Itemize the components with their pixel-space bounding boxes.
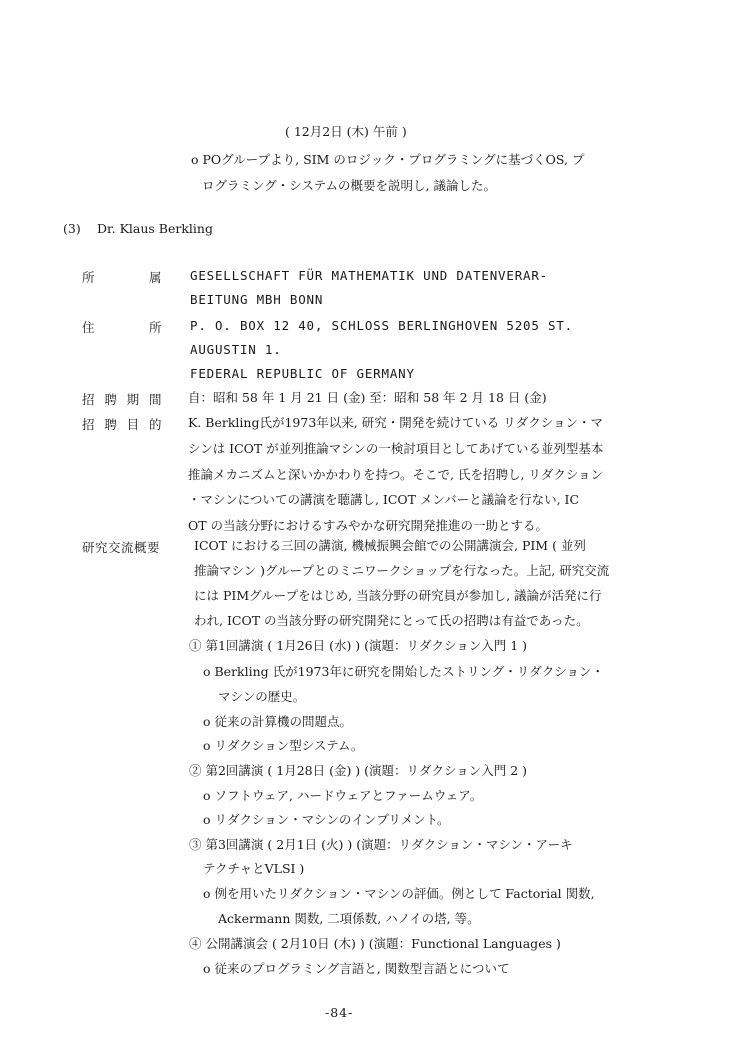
lecture-bullet-cont: マシンの歴史。	[218, 689, 306, 704]
session-date: ( 12月2日 (木) 午前 )	[285, 124, 407, 139]
summary-line: 推論マシン )グループとのミニワークショップを行なった。上記, 研究交流	[194, 563, 610, 578]
lecture-bullet: o 従来の計算機の問題点。	[203, 714, 352, 729]
affiliation-line: GESELLSCHAFT FÜR MATHEMATIK UND DATENVERAR-	[190, 268, 549, 283]
summary-line: ICOT における三回の講演, 機械振興会館での公開講演会, PIM ( 並列	[194, 538, 586, 553]
address-line: AUGUSTIN 1.	[190, 342, 282, 357]
lecture-item: ② 第2回講演 ( 1月28日 (金) ) (演題：リダクション入門 2 )	[189, 763, 528, 778]
label-invitation-period: 招 聘 期 間	[82, 392, 162, 407]
lecture-bullet: o 従来のプログラミング言語と, 関数型言語とについて	[203, 961, 510, 976]
affiliation-line: BEITUNG MBH BONN	[190, 292, 324, 307]
lecture-bullet: o 例を用いたリダクション・マシンの評価。例として Factorial 関数,	[203, 886, 595, 901]
lecture-bullet: o リダクション・マシンのインプリメント。	[203, 812, 450, 827]
label-affiliation: 所 属	[82, 270, 162, 285]
purpose-line: 推論メカニズムと深いかかわりを持つ。そこで, 氏を招聘し, リダクション	[188, 467, 604, 482]
label-exchange-summary: 研究交流概要	[82, 540, 161, 555]
purpose-line: ・マシンについての講演を聴講し, ICOT メンバーと議論を行ない, IC	[188, 492, 580, 507]
purpose-line: シンは ICOT が並列推論マシンの一検討項目としてあげている並列型基本	[188, 441, 604, 456]
lecture-item: ③ 第3回講演 ( 2月1日 (火) ) (演題：リダクション・マシン・アーキ	[189, 837, 573, 852]
page-number: -84-	[325, 1005, 354, 1020]
lecture-item-cont: テクチャとVLSI )	[203, 861, 305, 876]
session-desc-line: o POグループより, SIM のロジック・プログラミングに基づくOS, プ	[191, 152, 585, 167]
address-line: P. O. BOX 12 40, SCHLOSS BERLINGHOVEN 5205 ST.	[190, 318, 573, 333]
lecture-bullet-cont: Ackermann 関数, 二項係数, ハノイの塔, 等。	[218, 911, 480, 926]
lecture-item: ① 第1回講演 ( 1月26日 (水) ) (演題：リダクション入門 1 )	[189, 638, 528, 653]
label-invitation-purpose: 招 聘 目 的	[82, 417, 162, 432]
section-heading: Dr. Klaus Berkling	[97, 221, 213, 236]
lecture-bullet: o リダクション型システム。	[203, 738, 364, 753]
summary-line: には PIMグループをはじめ, 当該分野の研究員が参加し, 議論が活発に行	[194, 588, 602, 603]
invitation-period: 自：昭和 58 年 1 月 21 日 (金) 至：昭和 58 年 2 月 18 日 (金)	[188, 390, 547, 405]
purpose-line: K. Berkling氏が1973年以来, 研究・開発を続けている リダクション・マ	[188, 415, 603, 430]
session-desc-line: ログラミング・システムの概要を説明し, 議論した。	[202, 178, 496, 193]
purpose-line: OT の当該分野におけるすみやかな研究開発推進の一助とする。	[188, 518, 549, 533]
summary-line: われ, ICOT の当該分野の研究開発にとって氏の招聘は有益であった。	[194, 613, 589, 628]
label-address: 住 所	[82, 320, 162, 335]
lecture-bullet: o Berkling 氏が1973年に研究を開始したストリング・リダクション・	[203, 664, 604, 679]
lecture-bullet: o ソフトウェア, ハードウェアとファームウェア。	[203, 788, 483, 803]
lecture-item: ④ 公開講演会 ( 2月10日 (木) ) (演題：Functional Languages )	[189, 936, 561, 951]
address-line: FEDERAL REPUBLIC OF GERMANY	[190, 366, 415, 381]
section-number: (3)	[63, 221, 81, 236]
